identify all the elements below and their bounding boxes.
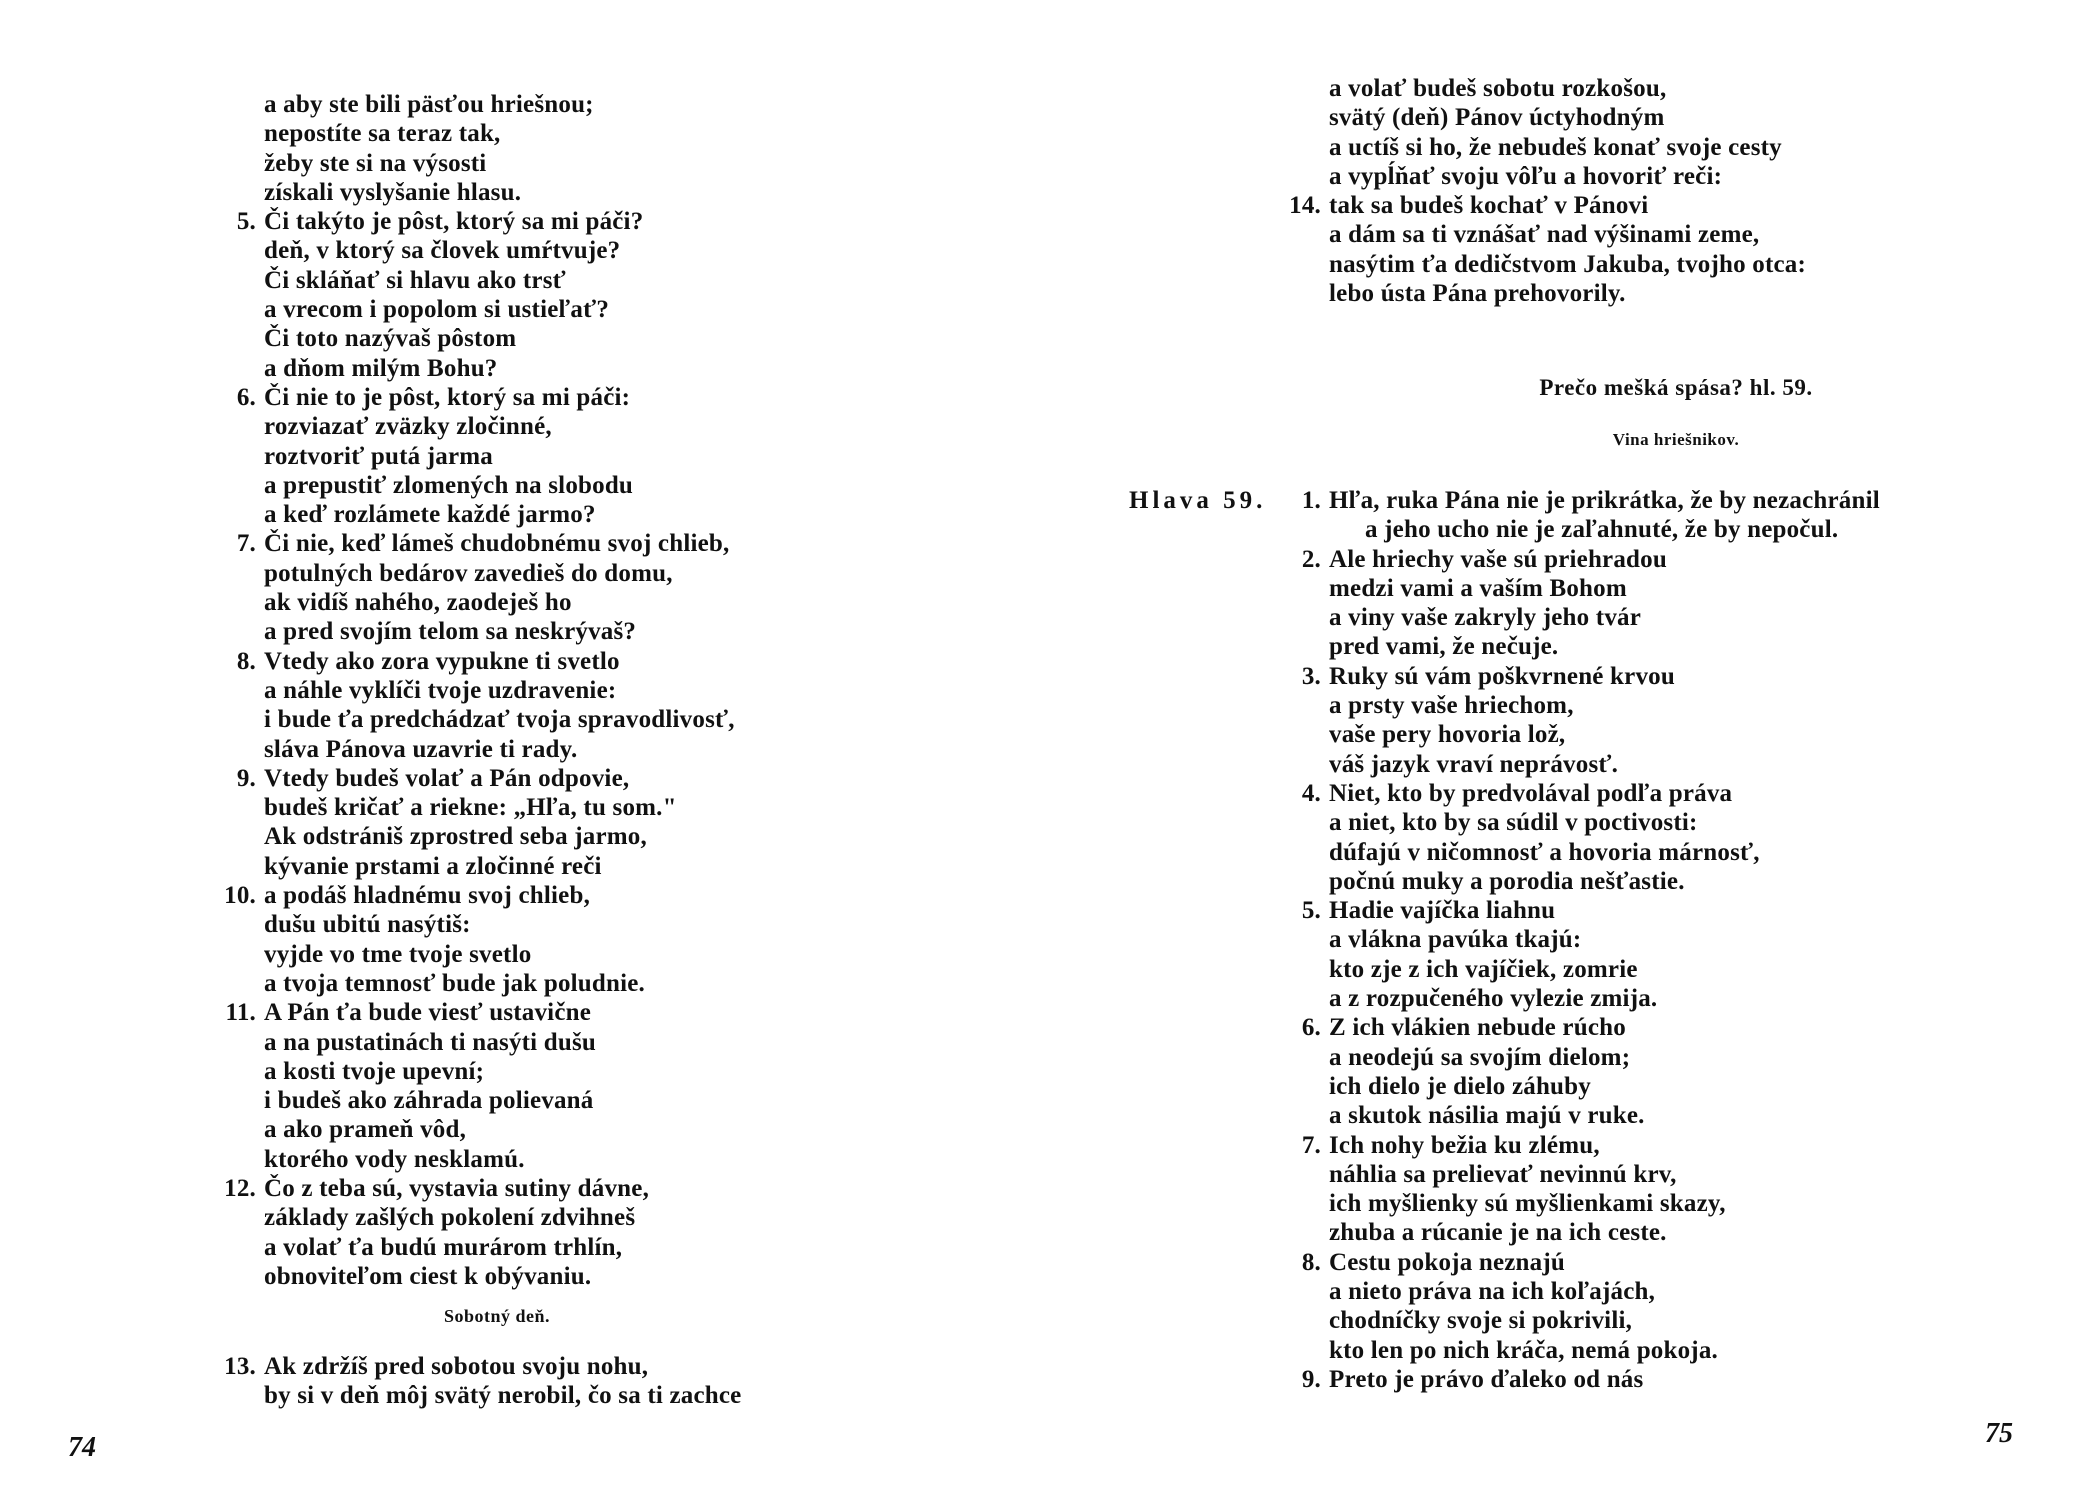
verse-number: 6. — [236, 383, 256, 411]
verse-number: 10. — [224, 882, 256, 910]
chapter-title: Prečo mešká spása? hl. 59. — [1539, 375, 1813, 400]
verse-line — [264, 969, 735, 998]
verse-text: roztvoriť putá jarma — [264, 442, 494, 470]
verse-text: náhlia sa prelievať nevinnú krv, — [1329, 1160, 1677, 1188]
verse-line — [1329, 162, 1806, 191]
verse-line — [264, 412, 735, 441]
verse-text: Ak odstrániš zprostred seba jarmo, — [264, 823, 647, 851]
verse-line — [224, 1174, 735, 1203]
verse-line — [1329, 74, 1806, 103]
verse-text: a vrecom i popolom si ustieľať? — [264, 296, 610, 324]
verse-list — [224, 90, 735, 1291]
verse-number: 4. — [1301, 779, 1321, 807]
verse-text: základy zašlých pokolení zdvihneš — [264, 1204, 636, 1232]
verse-line — [264, 354, 735, 383]
verse-text: svätý (deň) Pánov úctyhodným — [1329, 104, 1665, 132]
verse-number: 5. — [236, 208, 256, 236]
verse-line — [264, 940, 735, 969]
verse-line — [264, 119, 735, 148]
verse-text: rozviazať zväzky zločinné, — [264, 413, 552, 441]
verse-text: Vtedy ako zora vypukne ti svetlo — [264, 647, 620, 675]
verse-text: Či skláňať si hlavu ako trsť — [264, 266, 566, 294]
verse-line — [236, 647, 735, 676]
verse-line — [1329, 1101, 1880, 1130]
verse-number: 12. — [224, 1174, 256, 1202]
verse-line — [264, 735, 735, 764]
verse-line — [1329, 632, 1880, 661]
verse-text: Niet, kto by predvolával podľa práva — [1329, 779, 1733, 807]
verse-text: A Pán ťa bude viesť ustavične — [264, 999, 592, 1027]
verse-text: chodníčky svoje si pokrivili, — [1329, 1307, 1633, 1335]
verse-line — [1329, 603, 1880, 632]
verse-line — [1329, 691, 1880, 720]
verse-line — [264, 324, 735, 353]
verse-text: a tvoja temnosť bude jak poludnie. — [264, 969, 645, 997]
verse-line — [264, 588, 735, 617]
verse-line — [1329, 750, 1880, 779]
verse-number: 7. — [236, 530, 256, 558]
verse-number: 8. — [1301, 1248, 1321, 1276]
verse-text: deň, v ktorý sa človek umŕtvuje? — [264, 237, 621, 265]
verse-line — [1329, 955, 1880, 984]
verse-text: a pred svojím telom sa neskrývaš? — [264, 618, 637, 646]
verse-line — [264, 793, 735, 822]
verse-number: 9. — [236, 764, 256, 792]
verse-text: ak vidíš nahého, zaodeješ ho — [264, 589, 572, 617]
verse-text: pred vami, že nečuje. — [1329, 633, 1559, 661]
verse-line — [264, 178, 735, 207]
verse-text: potulných bedárov zavedieš do domu, — [264, 559, 673, 587]
verse-text: a podáš hladnému svoj chlieb, — [264, 882, 591, 910]
verse-list — [1289, 74, 1806, 308]
verse-line — [264, 266, 735, 295]
verse-line — [264, 442, 735, 471]
verse-line — [1289, 191, 1806, 220]
verse-text: a dňom milým Bohu? — [264, 354, 498, 382]
verse-line — [1329, 925, 1880, 954]
verse-text: nepostíte sa teraz tak, — [264, 120, 501, 148]
verse-line — [1301, 662, 1880, 691]
verse-text: by si v deň môj svätý nerobil, čo sa ti zachce — [264, 1382, 742, 1410]
verse-text: Ak zdržíš pred sobotou svoju nohu, — [264, 1353, 649, 1380]
verse-number: 8. — [236, 647, 256, 675]
page-number: 74 — [68, 1432, 96, 1463]
verse-line — [264, 1115, 735, 1144]
verse-text: žeby ste si na výsosti — [264, 149, 487, 177]
verse-list — [224, 1352, 742, 1411]
verse-line — [1329, 220, 1806, 249]
verse-number: 11. — [225, 999, 256, 1027]
verse-text: kto len po nich kráča, nemá pokoja. — [1329, 1336, 1718, 1364]
verse-text: sláva Pánova uzavrie ti rady. — [264, 735, 578, 763]
verse-text: a prsty vaše hriechom, — [1329, 692, 1574, 720]
verse-line — [264, 295, 735, 324]
verse-text: a niet, kto by sa súdil v poctivosti: — [1329, 809, 1698, 837]
verse-text: a náhle vyklíči tvoje uzdravenie: — [264, 676, 617, 704]
verse-text: Ale hriechy vaše sú priehradou — [1329, 545, 1667, 573]
verse-line — [264, 852, 735, 881]
verse-number: 9. — [1301, 1365, 1321, 1393]
verse-text: ich dielo je dielo záhuby — [1329, 1072, 1591, 1100]
verse-text: počnú muky a porodia nešťastie. — [1329, 867, 1685, 895]
verse-text: a skutok násilia majú v ruke. — [1329, 1102, 1645, 1130]
verse-number: 5. — [1301, 897, 1321, 925]
verse-text: zhuba a rúcanie je na ich ceste. — [1329, 1219, 1667, 1247]
chapter-subtitle: Vina hriešnikov. — [1612, 430, 1740, 449]
verse-text: Či toto nazývaš pôstom — [264, 325, 517, 353]
verse-text: Vtedy budeš volať a Pán odpovie, — [264, 764, 630, 792]
verse-line — [1301, 896, 1880, 925]
verse-text: a vlákna pavúka tkajú: — [1329, 926, 1582, 954]
verse-line — [1301, 545, 1880, 574]
verse-text: ktorého vody nesklamú. — [264, 1145, 525, 1173]
verse-line — [224, 1352, 741, 1381]
page-number: 75 — [1985, 1418, 2013, 1449]
verse-line — [1301, 1131, 1880, 1160]
verse-line — [1329, 1160, 1880, 1189]
verse-text: a dám sa ti vznášať nad výšinami zeme, — [1329, 221, 1760, 249]
verse-text: Cestu pokoja neznajú — [1329, 1248, 1565, 1276]
verse-text: Čo z teba sú, vystavia sutiny dávne, — [264, 1174, 650, 1202]
verse-text: Či nie, keď lámeš chudobnému svoj chlieb, — [264, 530, 730, 558]
verse-line — [264, 1086, 735, 1115]
verse-text: a vypĺňať svoju vôľu a hovoriť reči: — [1329, 162, 1723, 190]
verse-number: 2. — [1301, 545, 1321, 573]
verse-text: dúfajú v ničomnosť a hovoria márnosť, — [1329, 838, 1760, 866]
verse-line — [236, 383, 735, 412]
verse-number: 1. — [1301, 487, 1321, 514]
verse-text: Ich nohy bežia ku zlému, — [1329, 1131, 1600, 1159]
verse-line — [1301, 1365, 1880, 1394]
verse-text: váš jazyk vraví neprávosť. — [1329, 750, 1619, 778]
verse-text: a aby ste bili päsťou hriešnou; — [264, 91, 594, 118]
verse-line — [1329, 279, 1806, 308]
verse-line — [1329, 867, 1880, 896]
verse-number: 6. — [1301, 1014, 1321, 1042]
verse-line — [1329, 1189, 1880, 1218]
verse-text: a keď rozlámete každé jarmo? — [264, 501, 596, 529]
section-heading: Sobotný deň. — [444, 1306, 551, 1326]
verse-text: a uctíš si ho, že nebudeš konať svoje cesty — [1329, 133, 1782, 161]
verse-line — [1329, 133, 1806, 162]
verse-text: i budeš ako záhrada polievaná — [264, 1087, 594, 1115]
verse-line — [1329, 984, 1880, 1013]
verse-number: 14. — [1289, 192, 1321, 220]
verse-line — [1329, 808, 1880, 837]
verse-text: a na pustatinách ti nasýti dušu — [264, 1028, 597, 1056]
verse-line — [1329, 838, 1880, 867]
verse-text: lebo ústa Pána prehovorily. — [1329, 280, 1626, 308]
verse-text: a ako prameň vôd, — [264, 1116, 467, 1144]
verse-line — [264, 1262, 735, 1291]
verse-text: Hadie vajíčka liahnu — [1329, 897, 1556, 925]
verse-text: vaše pery hovoria lož, — [1329, 721, 1566, 749]
verse-text: ich myšlienky sú myšlienkami skazy, — [1329, 1190, 1726, 1218]
verse-line — [1301, 1248, 1880, 1277]
verse-line — [1301, 1013, 1880, 1042]
verse-text: a prepustiť zlomených na slobodu — [264, 471, 634, 499]
verse-line — [264, 822, 735, 851]
verse-line — [1329, 1306, 1880, 1335]
verse-line — [1329, 250, 1806, 279]
verse-text: nasýtim ťa dedičstvom Jakuba, tvojho otca: — [1329, 250, 1806, 278]
verse-text: obnoviteľom ciest k obývaniu. — [264, 1262, 592, 1290]
verse-line — [1329, 515, 1880, 544]
verse-number: 3. — [1301, 662, 1321, 690]
verse-line — [224, 881, 735, 910]
verse-line — [264, 1145, 735, 1174]
verse-line — [264, 471, 735, 500]
verse-text: Preto je právo ďaleko od nás — [1329, 1365, 1644, 1393]
verse-text: a neodejú sa svojím dielom; — [1329, 1043, 1631, 1071]
verse-line — [1301, 486, 1880, 515]
verse-text: kto zje z ich vajíčiek, zomrie — [1329, 955, 1638, 983]
verse-line — [264, 617, 735, 646]
verse-line — [264, 1233, 735, 1262]
verse-text: Z ich vlákien nebude rúcho — [1329, 1014, 1626, 1042]
verse-text: Či takýto je pôst, ktorý sa mi páči? — [264, 208, 644, 236]
verse-line — [264, 1057, 735, 1086]
verse-number: 13. — [224, 1353, 256, 1380]
verse-text: vyjde vo tme tvoje svetlo — [264, 940, 532, 968]
verse-line — [225, 998, 735, 1027]
verse-text: a volať budeš sobotu rozkošou, — [1329, 75, 1667, 102]
verse-line — [236, 764, 735, 793]
verse-number: 7. — [1301, 1131, 1321, 1159]
verse-text: a jeho ucho nie je zaľahnuté, že by nepočul. — [1365, 516, 1839, 544]
verse-line — [1329, 1277, 1880, 1306]
verse-line — [1329, 720, 1880, 749]
verse-text: Hľa, ruka Pána nie je prikrátka, že by nezachránil — [1329, 487, 1880, 514]
verse-text: a nieto práva na ich koľajách, — [1329, 1278, 1656, 1306]
chapter-label: Hlava 59. — [1129, 487, 1267, 514]
verse-text: a viny vaše zakryly jeho tvár — [1329, 604, 1642, 632]
verse-line — [264, 149, 735, 178]
verse-line — [264, 705, 735, 734]
verse-line — [264, 559, 735, 588]
verse-line — [264, 1381, 741, 1410]
verse-line — [1329, 1043, 1880, 1072]
right-page — [1043, 0, 2086, 1500]
verse-line — [1329, 103, 1806, 132]
verse-line — [1329, 574, 1880, 603]
verse-text: a volať ťa budú murárom trhlín, — [264, 1233, 623, 1261]
verse-text: tak sa budeš kochať v Pánovi — [1329, 192, 1649, 220]
verse-text: Ruky sú vám poškvrnené krvou — [1329, 662, 1675, 690]
verse-line — [264, 500, 735, 529]
verse-text: a kosti tvoje upevní; — [264, 1057, 485, 1085]
verse-text: medzi vami a vaším Bohom — [1329, 574, 1627, 602]
verse-line — [236, 529, 735, 558]
verse-line — [264, 1203, 735, 1232]
verse-line — [1329, 1072, 1880, 1101]
verse-text: a z rozpučeného vylezie zmija. — [1329, 985, 1658, 1013]
verse-text: dušu ubitú nasýtiš: — [264, 911, 471, 939]
verse-line — [264, 676, 735, 705]
verse-list — [1301, 486, 1880, 1394]
verse-text: budeš kričať a riekne: „Hľa, tu som." — [264, 794, 677, 822]
verse-line — [1301, 779, 1880, 808]
verse-line — [1329, 1336, 1880, 1365]
verse-text: i bude ťa predchádzať tvoja spravodlivosť, — [264, 706, 735, 734]
verse-line — [264, 90, 735, 119]
verse-line — [264, 236, 735, 265]
verse-text: kývanie prstami a zločinné reči — [264, 852, 602, 880]
verse-line — [236, 207, 735, 236]
verse-line — [264, 1028, 735, 1057]
verse-text: Či nie to je pôst, ktorý sa mi páči: — [264, 383, 631, 411]
verse-line — [264, 910, 735, 939]
verse-text: získali vyslyšanie hlasu. — [264, 178, 522, 206]
verse-line — [1329, 1218, 1880, 1247]
